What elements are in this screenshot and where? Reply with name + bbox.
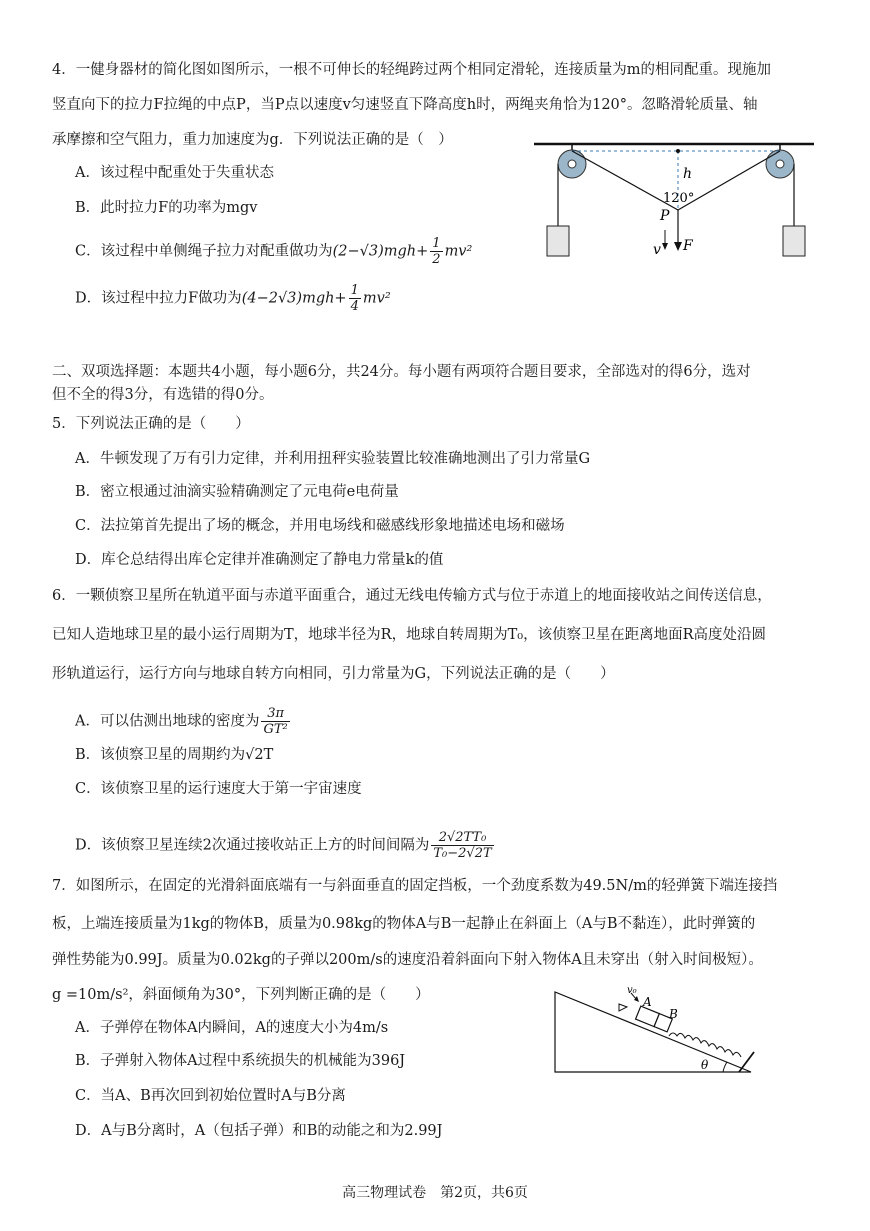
label-B: B [669, 1007, 678, 1021]
q6-option-a-num: 3π [261, 706, 289, 722]
q4-option-d [75, 283, 391, 314]
q7-option-b: B．子弹射入物体A过程中系统损失的机械能为396J [75, 1053, 406, 1069]
section2-line2: 但不全的得3分，有选错的得0分。 [52, 387, 274, 403]
label-F: F [683, 238, 693, 254]
q6-option-b: B．该侦察卫星的周期约为√2T [75, 747, 274, 763]
q5-option-c: C．法拉第首先提出了场的概念，并用电场线和磁感线形象地描述电场和磁场 [75, 518, 565, 534]
q4-option-c-fraction-den: 2 [432, 252, 441, 267]
q6-option-a [75, 706, 292, 737]
q4-stem-line1: 4．一健身器材的简化图如图所示，一根不可伸长的轻绳跨过两个相同定滑轮，连接质量为m的相同配重。现施加 [52, 62, 771, 78]
angle-arc [723, 1062, 727, 1072]
right-pulley-axle [776, 160, 784, 168]
q4-option-c [75, 236, 472, 267]
q6-option-d-den: T₀−2√2T [433, 846, 492, 861]
q4-stem-line2: 竖直向下的拉力F拉绳的中点P，当P点以速度v匀速竖直下降高度h时，两绳夹角恰为120°。忽略滑轮质量、轴 [52, 97, 758, 113]
section2-line1: 二、双项选择题：本题共4小题，每小题6分，共24分。每小题有两项符合题目要求，全部选对的得6分，选对 [52, 364, 751, 380]
q7-stem-line2: 板，上端连接质量为1kg的物体B，质量为0.98kg的物体A与B一起静止在斜面上（A与B不黏连），此时弹簧的 [52, 916, 756, 932]
q4-option-d-tail: mv² [362, 290, 391, 307]
right-weight [783, 226, 805, 256]
q7-option-a: A．子弹停在物体A内瞬间，A的速度大小为4m/s [75, 1020, 389, 1036]
q4-option-d-fraction [349, 283, 361, 314]
q6-option-d-text: D．该侦察卫星连续2次通过接收站正上方的时间间隔为 [75, 837, 430, 854]
label-theta: θ [701, 1058, 709, 1072]
q7-stem-line4: g =10m/s²，斜面倾角为30°，下列判断正确的是（ ） [52, 987, 430, 1003]
bullet [619, 1004, 627, 1011]
q6-option-a-text: A．可以估测出地球的密度为 [75, 713, 260, 730]
q5-option-d: D．库仑总结得出库仑定律并准确测定了静电力常量k的值 [75, 552, 444, 568]
q4-option-b: B．此时拉力F的功率为mgv [75, 200, 258, 216]
q4-option-d-math: (4−2√3)mgh+ [241, 290, 347, 307]
q6-option-d [75, 830, 496, 861]
q4-option-c-fraction-num: 1 [432, 236, 441, 251]
q4-pulley-figure [532, 134, 822, 269]
q6-stem-line3: 形轨道运行，运行方向与地球自转方向相同，引力常量为G，下列说法正确的是（ ） [52, 666, 615, 682]
q4-option-a: A．该过程中配重处于失重状态 [75, 165, 274, 181]
blocks-group [636, 1006, 673, 1032]
q4-option-d-fraction-num: 1 [350, 283, 359, 298]
q6-option-d-fraction [431, 830, 493, 861]
label-h: h [683, 166, 693, 182]
q7-stem-line3: 弹性势能为0.99J。质量为0.02kg的子弹以200m/s的速度沿着斜面向下射入物体A且未穿出（射入时间极短）。 [52, 952, 763, 968]
q4-option-c-fraction [430, 236, 442, 267]
page-footer: 高三物理试卷 第2页，共6页 [342, 1185, 528, 1201]
left-pulley-axle [568, 160, 576, 168]
q5-option-b: B．密立根通过油滴实验精确测定了元电荷e电荷量 [75, 484, 399, 500]
q7-incline-figure [551, 984, 761, 1076]
q6-option-c: C．该侦察卫星的运行速度大于第一宇宙速度 [75, 781, 362, 797]
q6-option-a-fraction [261, 706, 289, 737]
q5-option-a: A．牛顿发现了万有引力定律，并利用扭秤实验装置比较准确地测出了引力常量G [75, 451, 591, 467]
q6-stem-line1: 6．一颗侦察卫星所在轨道平面与赤道平面重合，通过无线电传输方式与位于赤道上的地面接收站之间传送信息， [52, 588, 772, 604]
q4-option-c-text: C．该过程中单侧绳子拉力对配重做功为 [75, 243, 333, 260]
q6-option-d-num: 2√2TT₀ [431, 830, 493, 846]
left-weight [547, 226, 569, 256]
q5-stem: 5．下列说法正确的是（ ） [52, 416, 250, 432]
incline-triangle [555, 992, 751, 1072]
force-arrowhead [674, 242, 682, 251]
q4-stem-line3: 承摩擦和空气阻力，重力加速度为g．下列说法正确的是（ ） [52, 132, 453, 148]
q6-option-a-den: GT² [263, 722, 288, 737]
q4-option-c-math: (2−√3)mgh+ [332, 243, 429, 260]
label-v0: v₀ [627, 985, 637, 996]
label-v: v [653, 242, 661, 258]
q7-option-c: C．当A、B再次回到初始位置时A与B分离 [75, 1088, 346, 1104]
q6-stem-line2: 已知人造地球卫星的最小运行周期为T，地球半径为R，地球自转周期为T₀，该侦察卫星在距离地面R高度处沿圆 [52, 627, 766, 643]
q4-option-d-fraction-den: 4 [350, 299, 359, 314]
label-A: A [643, 995, 652, 1009]
q4-option-d-text: D．该过程中拉力F做功为 [75, 290, 242, 307]
q7-stem-line1: 7．如图所示，在固定的光滑斜面底端有一与斜面垂直的固定挡板，一个劲度系数为49.5N/m的轻弹簧下端连接挡 [52, 878, 778, 894]
fixed-plate [739, 1052, 754, 1072]
velocity-arrowhead [662, 243, 668, 250]
label-P: P [660, 208, 670, 224]
q4-option-c-tail: mv² [444, 243, 473, 260]
top-point [676, 149, 680, 153]
label-angle: 120° [663, 191, 695, 206]
q7-option-d: D．A与B分离时，A（包括子弹）和B的动能之和为2.99J [75, 1123, 443, 1139]
